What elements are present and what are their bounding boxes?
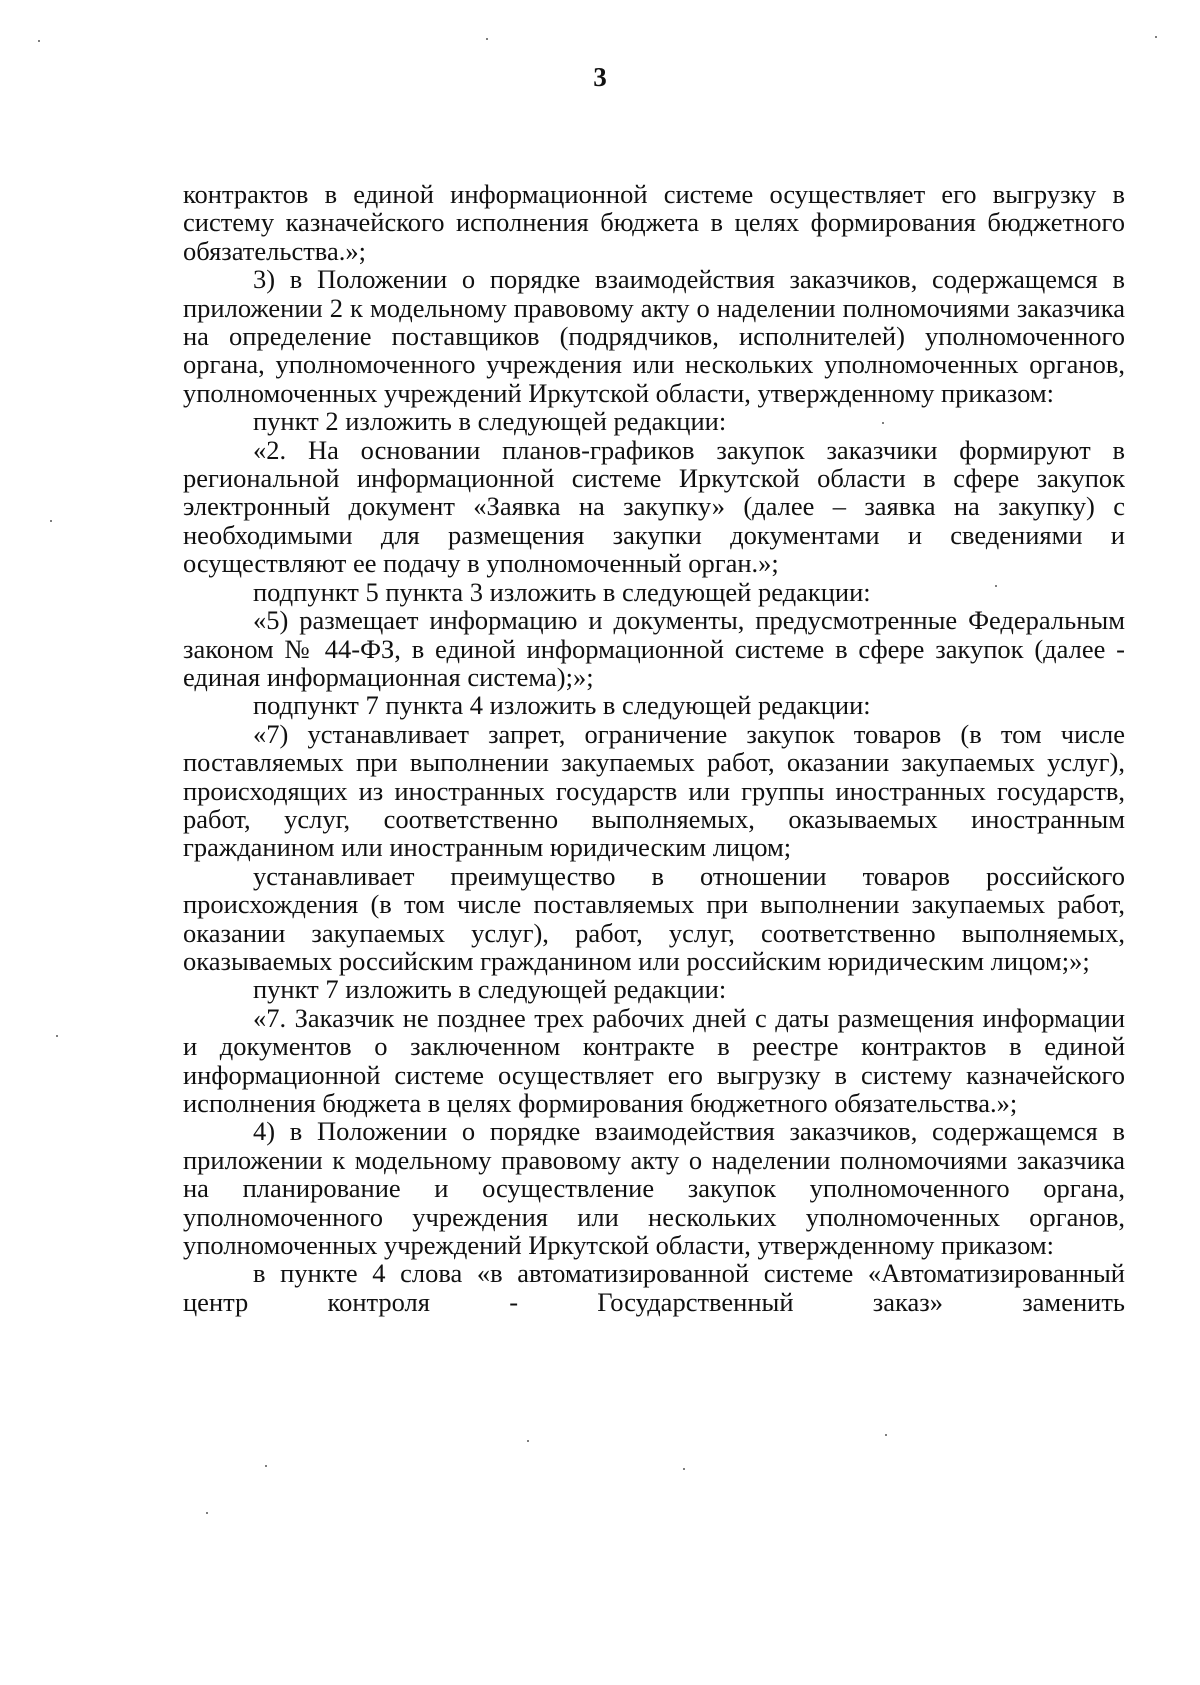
paragraph-subpoint-5-heading: подпункт 5 пункта 3 изложить в следующей редакции: — [253, 576, 871, 607]
scan-speck — [527, 1440, 529, 1442]
paragraph-subpoint-5-text: «5) размещает информацию и документы, предусмотренные Федеральным законом № 44-ФЗ, в единой информационной системе в сфере закупок (далее - единая информационная система);»; — [183, 605, 1125, 692]
scan-speck — [486, 38, 488, 40]
scan-speck — [38, 40, 40, 42]
scan-speck — [265, 1465, 267, 1467]
scan-speck — [885, 1434, 887, 1436]
scan-speck — [995, 585, 997, 587]
page-number: 3 — [593, 62, 607, 92]
scan-speck — [1155, 36, 1157, 38]
paragraph-subpoint-7-text: «7) устанавливает запрет, ограничение закупок товаров (в том числе поставляемых при выполнении закупаемых работ, оказании закупаемых услуг), происходящих из иностранных государств или группы иностранных государств, работ, услуг, соответственно выполняемых, оказываемых иностранным гражданином или иностранным юридическим лицом; — [183, 718, 1125, 863]
paragraph-preference-text: устанавливает преимущество в отношении товаров российского происхождения (в том числе поставляемых при выполнении закупаемых работ, оказании закупаемых услуг), работ, услуг, соответственно выполняемых, оказываемых российским гражданином или российским юридическим лицом;»; — [183, 860, 1125, 976]
paragraph-point-2-heading: пункт 2 изложить в следующей редакции: — [253, 406, 727, 437]
paragraph-point-2-text: «2. На основании планов-графиков закупок заказчики формируют в региональной информационной системе Иркутской области в сфере закупок электронный документ «Заявка на закупку» (далее – заявка на закупку) с необходимыми для размещения закупки документами и сведениями и осуществляют ее подачу в уполномоченный орган.»; — [183, 434, 1125, 579]
paragraph-continuation: контрактов в единой информационной системе осуществляет его выгрузку в систему казначейского исполнения бюджета в целях формирования бюджетного обязательства.»; — [183, 179, 1125, 266]
document-body — [183, 180, 1125, 1316]
scan-speck — [50, 520, 52, 522]
paragraph-item-3: 3) в Положении о порядке взаимодействия заказчиков, содержащемся в приложении 2 к модельному правовому акту о наделении полномочиями заказчика на определение поставщиков (подрядчиков, исполнителей) уполномоченного органа, уполномоченного учреждения или нескольких уполномоченных органов, уполномоченных учреждений Иркутской области, утвержденному приказом: — [183, 264, 1125, 408]
paragraph-point-7-text: «7. Заказчик не позднее трех рабочих дней с даты размещения информации и документов о заключенном контракте в реестре контрактов в единой информационной системе осуществляет его выгрузку в систему казначейского исполнения бюджета в целях формирования бюджетного обязательства.»; — [183, 1002, 1125, 1118]
paragraph-point-7-heading: пункт 7 изложить в следующей редакции: — [253, 974, 727, 1005]
paragraph-item-4: 4) в Положении о порядке взаимодействия заказчиков, содержащемся в приложении к модельному правовому акту о наделении полномочиями заказчика на планирование и осуществление закупок уполномоченного органа, уполномоченного учреждения или нескольких уполномоченных органов, уполномоченных учреждений Иркутской области, утвержденному приказом: — [183, 1116, 1125, 1261]
paragraph-point-4-words: в пункте 4 слова «в автоматизированной системе «Автоматизированный центр контроля - Государственный заказ» заменить — [183, 1258, 1125, 1317]
scan-speck — [683, 1468, 685, 1470]
paragraph-subpoint-7-heading: подпункт 7 пункта 4 изложить в следующей редакции: — [253, 690, 871, 721]
scan-speck — [206, 1512, 208, 1514]
scan-speck — [882, 422, 884, 424]
scan-speck — [56, 1035, 58, 1037]
